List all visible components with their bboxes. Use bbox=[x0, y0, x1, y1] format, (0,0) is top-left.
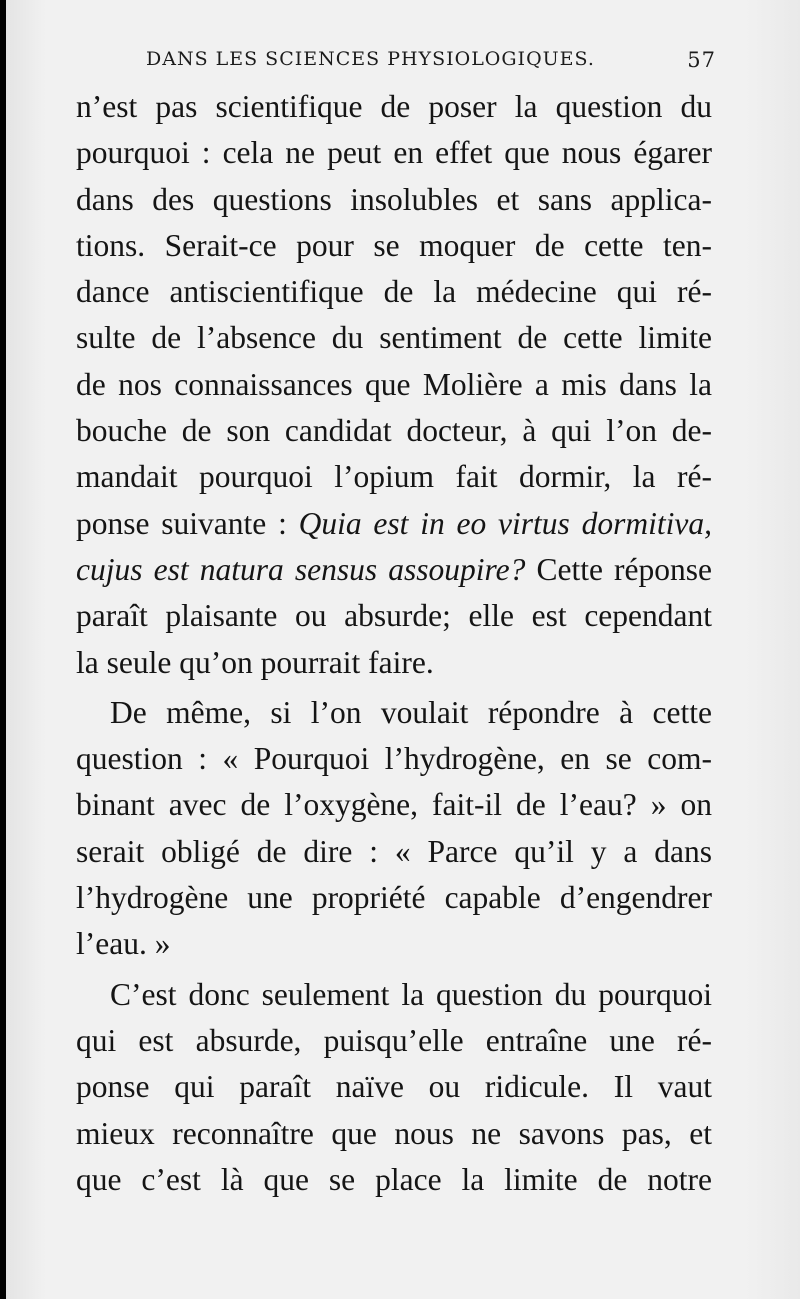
text-line: la seule qu’on pourrait faire. bbox=[76, 644, 434, 680]
text-line: que c’est là que se place la limite de notre bbox=[76, 1161, 712, 1197]
text-fragment: Cette réponse bbox=[525, 551, 713, 587]
text-line: sulte de l’absence du sentiment de cette limite bbox=[76, 320, 712, 356]
text-line: serait obligé de dire : « Parce qu’il y a dans bbox=[76, 833, 712, 869]
text-line: binant avec de l’oxygène, fait-il de l’eau? » on bbox=[76, 787, 712, 823]
text-line: l’eau. » bbox=[76, 926, 171, 962]
latin-quotation: cujus est natura sensus assoupire? bbox=[76, 551, 526, 587]
paragraph-2 bbox=[76, 690, 712, 968]
running-head bbox=[146, 44, 716, 78]
text-line: mieux reconnaître que nous ne savons pas, et bbox=[76, 1115, 712, 1151]
paragraph-1 bbox=[76, 84, 712, 686]
text-line: dans des questions insolubles et sans applica- bbox=[76, 181, 712, 217]
text-line: pourquoi : cela ne peut en effet que nous égarer bbox=[76, 135, 712, 171]
page-number: 57 bbox=[687, 48, 716, 72]
text-line: mandait pourquoi l’opium fait dormir, la ré- bbox=[76, 459, 712, 495]
text-line: ponse qui paraît naïve ou ridicule. Il vaut bbox=[76, 1069, 712, 1105]
text-line: paraît plaisante ou absurde; elle est cependant bbox=[76, 598, 712, 634]
text-line: bouche de son candidat docteur, à qui l’on de- bbox=[76, 413, 712, 449]
paragraph-3 bbox=[76, 972, 712, 1203]
text-line: question : « Pourquoi l’hydrogène, en se com- bbox=[76, 741, 712, 777]
text-line: qui est absurde, puisqu’elle entraîne une ré- bbox=[76, 1022, 712, 1058]
book-page bbox=[6, 0, 800, 1299]
text-fragment: ponse suivante : bbox=[76, 505, 299, 541]
text-line: tions. Serait-ce pour se moquer de cette ten- bbox=[76, 227, 712, 263]
text-line: De même, si l’on voulait répondre à cette bbox=[110, 694, 712, 730]
text-line-mixed bbox=[76, 547, 712, 593]
text-line-mixed bbox=[76, 501, 712, 547]
latin-quotation: Quia est in eo virtus dormitiva, bbox=[298, 505, 712, 541]
text-line: C’est donc seulement la question du pourquoi bbox=[110, 976, 712, 1012]
body-text bbox=[76, 84, 712, 1203]
text-line: l’hydrogène une propriété capable d’engendrer bbox=[76, 880, 712, 916]
text-line: n’est pas scientifique de poser la question du bbox=[76, 89, 712, 124]
running-title: DANS LES SCIENCES PHYSIOLOGIQUES. bbox=[146, 48, 595, 70]
text-line: de nos connaissances que Molière a mis dans la bbox=[76, 366, 712, 402]
text-line: dance antiscientifique de la médecine qui ré- bbox=[76, 274, 712, 310]
